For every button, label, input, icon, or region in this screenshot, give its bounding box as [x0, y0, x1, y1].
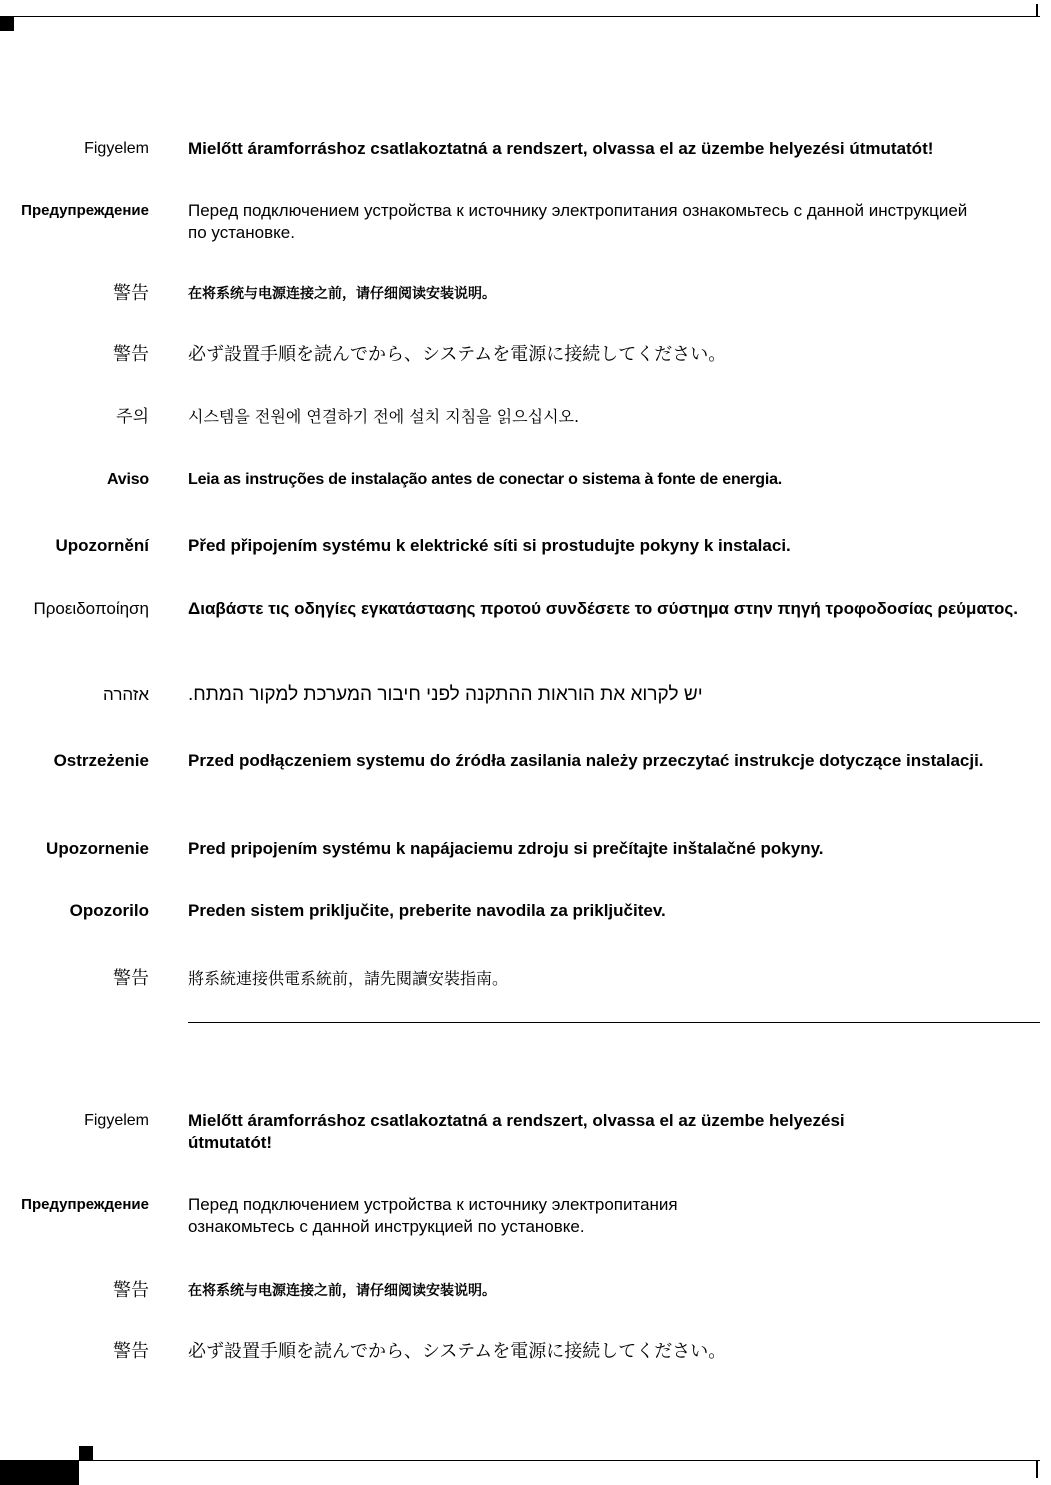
warning-label: Предупреждение — [21, 1196, 149, 1213]
warning-label: 警告 — [113, 1280, 149, 1301]
warning-text: 在将系统与电源连接之前，请仔细阅读安装说明。 — [188, 286, 496, 302]
warning-text: Перед подключением устройства к источнику электропитания ознакомьтесь с данной инструкцией по установке. — [188, 1195, 678, 1236]
warning-label: Προειδοποίηση — [33, 599, 149, 618]
warning-label: Figyelem — [84, 1112, 149, 1129]
footer-rule — [0, 1460, 1040, 1461]
warning-label: 警告 — [113, 344, 149, 365]
header-rule — [0, 16, 1040, 17]
warning-label: Ostrzeżenie — [53, 751, 149, 770]
section-divider — [188, 1022, 1040, 1023]
footer-marker — [79, 1446, 93, 1460]
warning-label: 警告 — [113, 283, 149, 304]
warning-label: אזהרה — [103, 685, 149, 704]
warning-text: 必ず設置手順を読んでから、システムを電源に接続してください。 — [188, 344, 727, 365]
warning-text: Перед подключением устройства к источнику электропитания ознакомьтесь с данной инструкцией по установке. — [188, 201, 968, 242]
warning-text: 必ず設置手順を読んでから、システムを電源に接続してください。 — [188, 1341, 727, 1362]
footer-tick — [1036, 1460, 1038, 1478]
warning-text: Przed podłączeniem systemu do źródła zasilania należy przeczytać instrukcje dotyczące instalacji. — [188, 751, 984, 770]
warning-text: Mielőtt áramforráshoz csatlakoztatná a rendszert, olvassa el az üzembe helyezési útmutatót! — [188, 1111, 845, 1152]
warning-text: Mielőtt áramforráshoz csatlakoztatná a rendszert, olvassa el az üzembe helyezési útmutatót! — [188, 139, 934, 158]
warning-text: Pred pripojením systému k napájaciemu zdroju si prečítajte inštalačné pokyny. — [188, 839, 824, 858]
warning-label: Предупреждение — [21, 202, 149, 219]
warning-text: Leia as instruções de instalação antes de conectar o sistema à fonte de energia. — [188, 471, 783, 488]
warning-text: 시스템을 전원에 연결하기 전에 설치 지침을 읽으십시오. — [188, 407, 580, 426]
warning-text: 將系統連接供電系統前，請先閱讀安裝指南。 — [188, 969, 509, 988]
warning-text: יש לקרוא את הוראות ההתקנה לפני חיבור המערכת למקור המתח. — [188, 684, 703, 705]
warning-label: 警告 — [113, 968, 149, 989]
warning-label: Figyelem — [84, 140, 149, 157]
footer-tab — [0, 1461, 79, 1485]
header-tick — [1036, 4, 1038, 17]
warning-label: Opozorilo — [69, 901, 149, 920]
warning-text: Διαβάστε τις οδηγίες εγκατάστασης προτού συνδέσετε το σύστημα στην πηγή τροφοδοσίας ρεύματος. — [188, 599, 1018, 618]
header-marker — [0, 17, 14, 31]
warning-text: 在将系统与电源连接之前，请仔细阅读安装说明。 — [188, 1283, 496, 1299]
warning-text: Preden sistem priključite, preberite navodila za priključitev. — [188, 901, 666, 920]
warning-text: Před připojením systému k elektrické síti si prostudujte pokyny k instalaci. — [188, 536, 791, 555]
warning-label: Aviso — [107, 471, 149, 488]
warning-label: Upozornění — [55, 536, 149, 555]
warning-label: 警告 — [113, 1341, 149, 1362]
warning-label: 주의 — [116, 407, 149, 427]
warning-label: Upozornenie — [46, 839, 149, 858]
